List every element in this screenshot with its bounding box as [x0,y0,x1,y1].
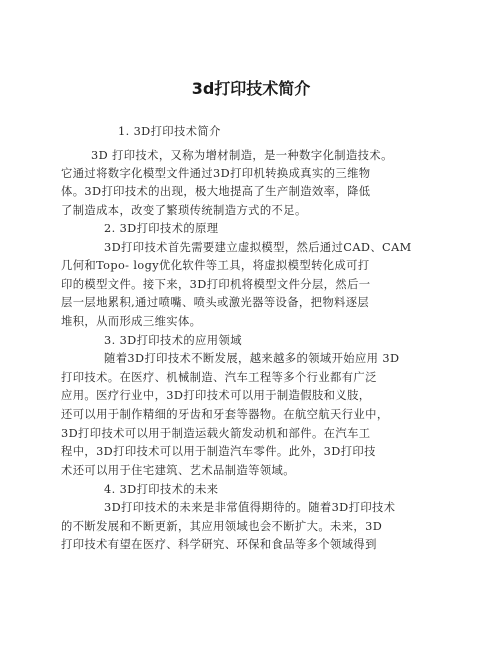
paragraph-line: 层一层地累积,通过喷嘴、喷头或激光器等设备，把物料逐层 [61,296,370,309]
paragraph-line: 的不断发展和不断更新，其应用领域也会不断扩大。未来，3D [61,520,383,533]
paragraph-line: 3D 打印技术，又称为增材制造，是一种数字化制造技术。 [91,149,393,162]
paragraph-line: 几何和Topo- logy优化软件等工具，将虚拟模型转化成可打 [61,259,370,272]
section-heading-2: 2. 3D打印技术的原理 [104,222,219,235]
document-title: 3d打印技术简介 [191,79,311,98]
paragraph-line: 打印技术有望在医疗、科学研究、环保和食品等多个领域得到 [61,538,377,551]
section-heading-1: 1. 3D打印技术简介 [118,125,221,138]
paragraph-line: 程中，3D打印技术可以用于制造汽车零件。此外，3D打印技 [61,445,376,458]
paragraph-line: 体。3D打印技术的出现，极大地提高了生产制造效率，降低 [61,185,371,198]
paragraph-line: 打印技术。在医疗、机械制造、汽车工程等多个行业都有广泛 [61,371,377,384]
section-heading-3: 3. 3D打印技术的应用领域 [104,334,242,347]
section-heading-4: 4. 3D打印技术的未来 [104,483,219,496]
paragraph-line: 3D打印技术首先需要建立虚拟模型，然后通过CAD、CAM [104,241,412,254]
paragraph-line: 3D打印技术可以用于制造运载火箭发动机和部件。在汽车工 [61,427,371,440]
paragraph-line: 随着3D打印技术不断发展，越来越多的领域开始应用 3D [104,352,400,365]
paragraph-line: 术还可以用于住宅建筑、艺术品制造等领域。 [61,464,295,477]
paragraph-line: 3D打印技术的未来是非常值得期待的。随着3D打印技术 [104,501,396,514]
paragraph-line: 了制造成本，改变了繁琐传统制造方式的不足。 [61,204,307,217]
paragraph-line: 堆积，从而形成三维实体。 [61,315,202,328]
paragraph-line: 它通过将数字化模型文件通过3D打印机转换成真实的三维物 [61,167,371,180]
paragraph-line: 还可以用于制作精细的牙齿和牙套等器物。在航空航天行业中， [61,408,389,421]
paragraph-line: 应用。医疗行业中，3D打印技术可以用于制造假肢和义肢， [61,389,371,402]
paragraph-line: 印的模型文件。接下来，3D打印机将模型文件分层，然后一 [61,278,371,291]
